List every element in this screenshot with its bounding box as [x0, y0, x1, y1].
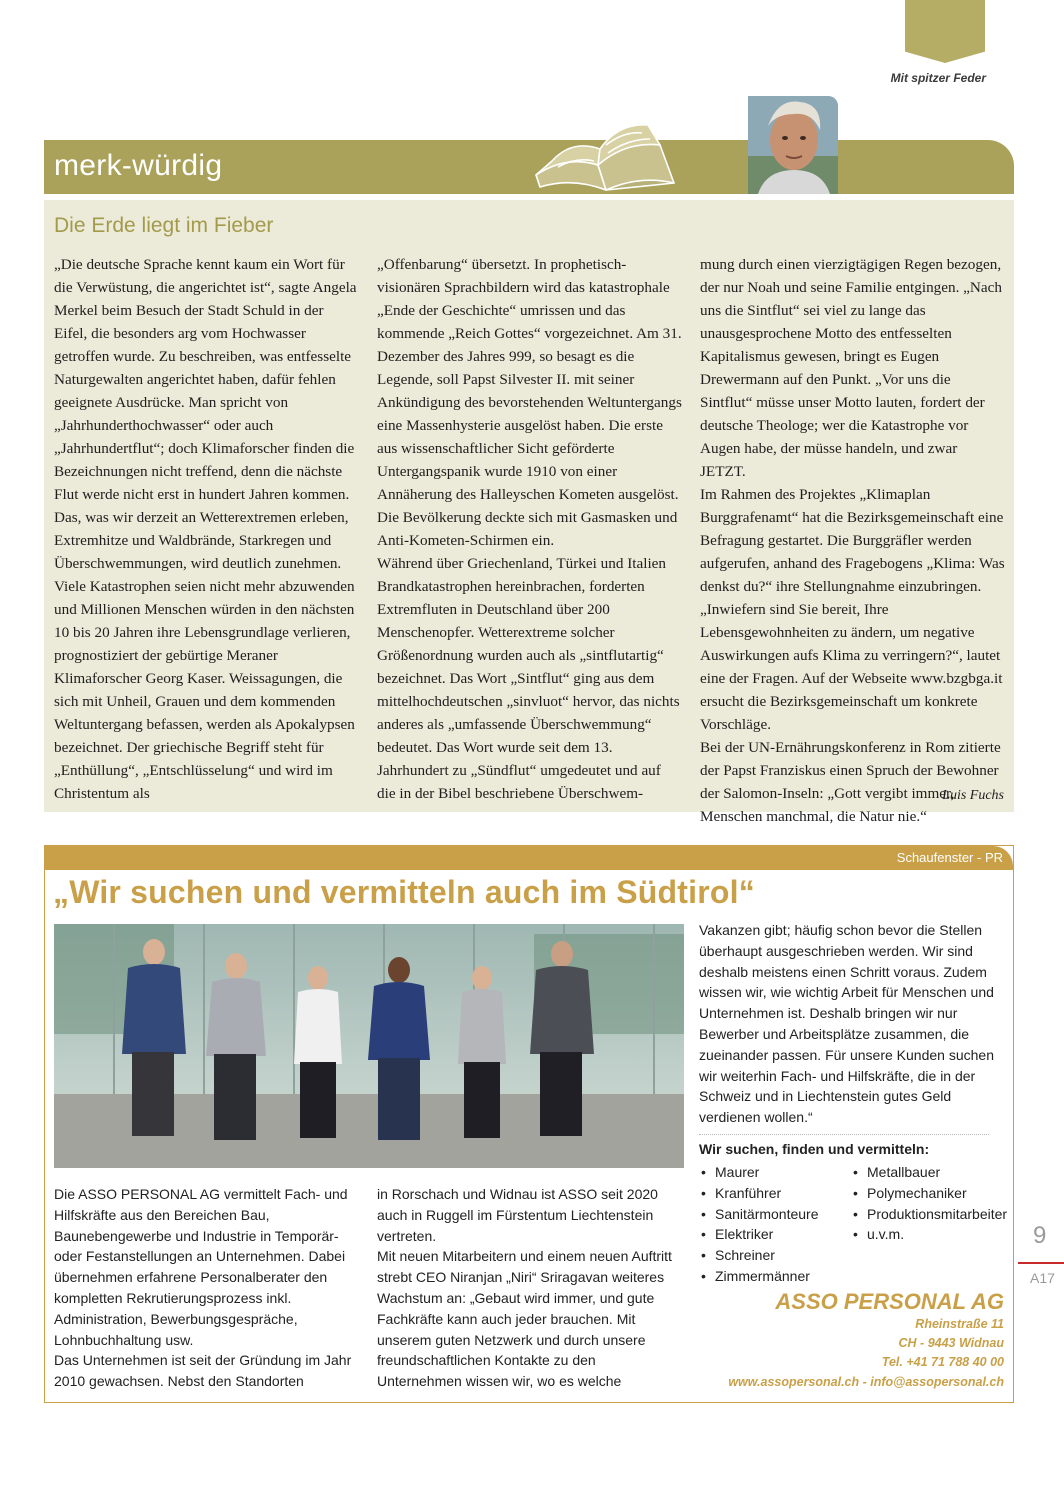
article-column-1: „Die deutsche Sprache kennt kaum ein Wort für die Verwüstung, die angerichtet ist“, sagte Angela Merkel beim Besuch der Stadt Schuld in der Eifel, die besonders arg vom Hochwasser getroffen wurde. Zu beschreiben, was entfesselte Naturgewalten angerichtet haben, dafür fehlen geeignete Ausdrücke. Man spricht von „Jahrhunderthochwasser“ oder auch „Jahrhundertflut“; doch Klimaforscher finden die Bezeichnungen nicht treffend, denn die nächste Flut werde nicht erst in hundert Jahren kommen. Das, was wir derzeit an Wetterextremen erleben, Extremhitze und Waldbrände, Starkregen und Überschwemmungen, wird deutlich zunehmen. Viele Katastrophen seien nicht mehr abzuwenden und Millionen Menschen würden in den nächsten 10 bis 20 Jahren ihre Lebensgrundlage verlieren, prognostiziert der gebürtige Meraner Klimaforscher Georg Kaser. Weissagungen, die sich mit Unheil, Grauen und dem kommenden Weltuntergang befassen, werden als Apokalypsen bezeichnet. Der griechische Begriff steht für „Enthüllung“, „Entschlüsselung“ und wird im Christentum als — [54, 256, 357, 802]
list-item: • Kranführer — [701, 1183, 851, 1204]
company-city: CH - 9443 Widnau — [898, 1336, 1004, 1350]
author-portrait — [748, 96, 838, 194]
list-item: • Maurer — [701, 1162, 851, 1183]
advertorial-headline: „Wir suchen und vermitteln auch im Südtirol“ — [53, 874, 755, 910]
list-item: • u.v.m. — [853, 1224, 1003, 1245]
article-author: Luis Fuchs — [942, 788, 1004, 803]
jobs-list-left — [701, 1162, 851, 1287]
advertorial-bar — [45, 846, 1013, 870]
company-web-link[interactable]: www.assopersonal.ch - info@assopersonal.ch — [728, 1375, 1004, 1389]
jobs-list-title: Wir suchen, finden und vermitteln: — [699, 1141, 930, 1157]
jobs-list-right — [853, 1162, 1008, 1245]
list-item: • Elektriker — [701, 1224, 851, 1245]
dotted-divider — [699, 1134, 989, 1135]
list-item: • Metallbauer — [853, 1162, 1003, 1183]
list-item: • Produktionsmitarbeiter — [853, 1204, 1003, 1225]
team-photo — [54, 924, 684, 1168]
article-column-3: mung durch einen vierzigtägigen Regen bezogen, der nur Noah und seine Familie entgingen. „Nach uns die Sintflut“ sei viel zu lange das unausgesprochene Motto des entfesselten Kapitalismus gewesen, bringt es Eugen Drewermann auf den Punkt. „Vor uns die Sintflut“ müsse unser Motto lauten, fordert der deutsche Theologe; wer die Katastrophe vor Augen habe, der müsse handeln, und zwar JETZT. Im Rahmen des Projektes „Klimaplan Burggrafenamt“ hat die Bezirksgemeinschaft eine Befragung gestartet. Die Burggräfler werden aufgerufen, anhand des Fragebogens „Klima: Was denkst du?“ ihre Stellungnahme einzubringen. „Inwiefern sind Sie bereit, Ihre Lebensgewohnheiten zu ändern, um negative Auswirkungen aufs Klima zu verringern?“, lautet eine der Fragen. Auf der Webseite www.bzgbga.it ersucht die Bezirksgemeinschaft um konkrete Vorschläge. Bei der UN-Ernährungskonferenz in Rom zitierte der Papst Franziskus einen Spruch der Bewohner der Salomon-Inseln: „Gott vergibt immer, Menschen manchmal, die Natur nie.“ — [700, 256, 1005, 825]
advertorial-label: Schaufenster - PR — [896, 850, 1003, 865]
issue-code: A17 — [1030, 1270, 1055, 1286]
advertorial-box — [44, 845, 1014, 1403]
list-item: • Schreiner — [701, 1245, 851, 1266]
list-item: • Sanitärmonteure — [701, 1204, 851, 1225]
open-book-icon — [528, 115, 678, 193]
page-number: 9 — [1033, 1222, 1047, 1249]
article-title: Die Erde liegt im Fieber — [54, 214, 274, 237]
article-column-2: „Offenbarung“ übersetzt. In prophetisch-visionären Sprachbildern wird das katastrophale „Ende der Geschichte“ umrissen und das kommende „Reich Gottes“ vorgezeichnet. Am 31. Dezember des Jahres 999, so besagt es die Legende, soll Papst Silvester II. mit seiner Ankündigung des bevorstehenden Weltuntergangs eine Massenhysterie ausgelöst haben. Die erste aus wissenschaftlicher Sicht geförderte Untergangspanik wurde 1910 von einer Annäherung des Halleyschen Kometen ausgelöst. Die Bevölkerung deckte sich mit Gasmasken und Anti-Kometen-Schirmen ein. Während über Griechenland, Türkei und Italien Brandkatastrophen hereinbrachen, forderten Extremfluten in Deutschland über 200 Menschenopfer. Wetterextreme solcher Größenordnung wurden auch als „sintflutartig“ bezeichnet. Das Wort „Sintflut“ ging aus dem mittelhochdeutschen „sinvluot“ hervor, das nichts anderes als „umfassende Überschwemmung“ bedeutet. Das Wort wurde seit dem 13. Jahrhundert zu „Sündflut“ umgedeutet und auf die in der Bibel beschriebene Überschwem- — [377, 256, 682, 802]
section-tab-marker — [905, 0, 985, 63]
list-item: • Polymechaniker — [853, 1183, 1003, 1204]
company-name: ASSO PERSONAL AG — [775, 1289, 1004, 1314]
company-street: Rheinstraße 11 — [915, 1317, 1004, 1331]
advertorial-column-3: Vakanzen gibt; häufig schon bevor die Stellen überhaupt ausgeschrieben werden. Wir sind deshalb meistens einen Schritt voraus. Zudem wissen wir, wie wichtig Arbeit für Menschen und Unternehmen ist. Deshalb bringen wir nur Bewerber und Arbeitsplätze zusammen, die zueinander passen. Für unsere Kunden suchen wir weiterhin Fach- und Hilfskräfte, die in der Schweiz und in Liechtenstein gutes Geld verdienen wollen.“ — [699, 922, 994, 1126]
advertorial-column-2: in Rorschach und Widnau ist ASSO seit 2020 auch in Ruggell im Fürstentum Liechtenstein vertreten. Mit neuen Mitarbeitern und einem neuen Auftritt strebt CEO Niranjan „Niri“ Sriragavan weiteres Wachstum an: „Gebaut wird immer, und gute Fachkräfte kann auch jeder brauchen. Mit unserem guten Netzwerk und durch unsere freundschaftlichen Kontakte zu den Unternehmen wissen wir, wo es welche — [377, 1186, 672, 1390]
company-phone: Tel. +41 71 788 40 00 — [881, 1355, 1004, 1369]
section-tag: Mit spitzer Feder — [890, 71, 986, 85]
advertorial-column-1: Die ASSO PERSONAL AG vermittelt Fach- und Hilfskräfte aus den Bereichen Bau, Baunebengewerbe und Industrie in Temporär- oder Festanstellungen an Unternehmen. Dabei übernehmen erfahrene Personalberater den kompletten Rekrutierungsprozess inkl. Administration, Bewerbungsgespräche, Lohnbuchhaltung usw. Das Unternehmen ist seit der Gründung im Jahr 2010 gewachsen. Nebst den Standorten — [54, 1186, 352, 1390]
list-item: • Zimmermänner — [701, 1266, 851, 1287]
column-title: merk-würdig — [54, 149, 223, 182]
article-panel — [44, 200, 1014, 825]
page-number-rule — [1018, 1262, 1064, 1264]
